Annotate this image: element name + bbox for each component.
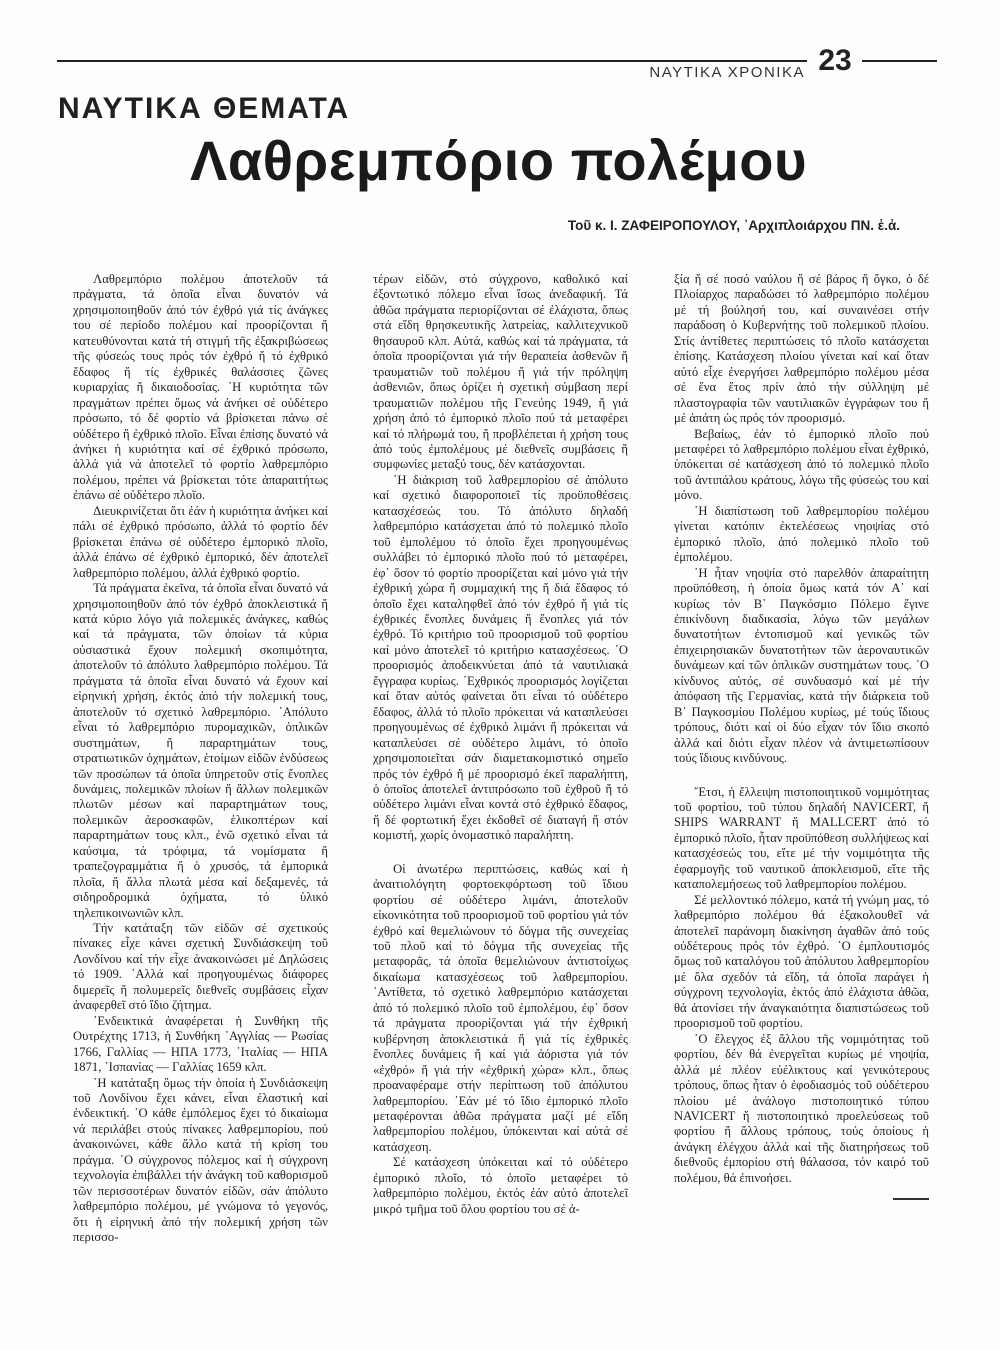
section-heading: ΝΑΥΤΙΚΑ ΘΕΜΑΤΑ — [58, 92, 351, 125]
paragraph: Σέ μελλοντικό πόλεμο, κατά τή γνώμη μας, τό λαθρεμπόριο πολέμου θά ἐξακολουθεῖ νά ἀποτελεῖ παράνομη διακίνηση ἀγαθῶν ἀπό τούς οὐδέτερους πρός τόν ἐχθρό. ᾿Ο ἐμπλουτισμός ὅμως τοῦ καταλόγου τοῦ ἀπόλυτου λαθρεμπορίου μέ ὅλα σχεδόν τά εἴδη, τά ὁποῖα παράγει ἡ σύγχρονη τεχνολογία, ἐκτός ἀπό ἐλάχιστα ἀθῶα, θά ἀτονίσει τήν ἀναγκαιότητα διαπιστώσεως τοῦ προορισμοῦ τοῦ φορτίου. — [674, 892, 929, 1031]
paragraph: ῎Ετσι, ἡ ἔλλειψη πιστοποιητικοῦ νομιμότητας τοῦ φορτίου, τοῦ τύπου δηλαδή NAVICERT, ἤ SHIPS WARRANT ἤ MALLCERT ἀπό τό ἐμπορικό πλοῖο, ἦταν προϋπόθεση συλλήψεως καί κατασχέσεώς του, εἴτε μέ τήν νομιμότητα τῆς ἐφαρμογῆς τοῦ ναυτικοῦ ἀποκλεισμοῦ, εἴτε τῆς καταπολεμήσεως τοῦ λαθρεμπορίου πολέμου. — [674, 784, 929, 892]
paragraph: ᾿Ο ἔλεγχος ἐξ ἄλλου τῆς νομιμότητας τοῦ φορτίου, δέν θά ἐνεργεῖται κυρίως μέ νηοψία, ἀλλά μέ πλέον εὐέλικτους καί γενικότερους τρόπους, ὅπως ἦταν ὁ ἐφοδιασμός τοῦ οὐδέτερου πλοίου μέ ἀνάλογο πιστοποιητικό τύπου NAVICERT ἤ πιστοποιητικό προελεύσεως τοῦ φορτίου ἤ ἄλλους τρόπους, τούς ὁποίους ἡ ἀνάγκη ἐλέγχου ἀλλά καί τῆς διατηρήσεως τοῦ διεθνοῦς ἐμπορίου στή θάλασσα, τόν καιρό τοῦ πολέμου, θά ἐπινοήσει. — [674, 1031, 929, 1185]
text-column-1 — [73, 272, 328, 1246]
paragraph: ξία ἤ σέ ποσό ναύλου ἤ σέ βάρος ἤ ὄγκο, ὁ δέ Πλοίαρχος παραδώσει τό λαθρεμπόριο πολέμου μέ τή βούλησή του, καί συναινέσει στήν παράδοση ὁ Κυβερνήτης τοῦ πολεμικοῦ πλοίου. Στίς ἀντίθετες περιπτώσεις τό πλοῖο κατάσχεται ἐπίσης. Κατάσχεση πλοίου γίνεται καί καί ὅταν αὐτό εἶχε ἐνεργήσει λαθρεμπόριο πολέμου μέσα σέ ἕνα ἔτος πρίν ἀπό τήν σύλληψη μέ πλαστογραφία τῶν ναυτιλιακῶν ἐγγράφων του ἤ μέ ἀπάτη ὡς πρός τόν προορισμό. — [674, 272, 929, 426]
paragraph: Διευκρινίζεται ὅτι ἐάν ἡ κυριότητα ἀνήκει καί πάλι σέ ἐχθρικό πρόσωπο, ἀλλά τό φορτίο δέν βρίσκεται ἐπάνω σέ οὐδέτερο ἐμπορικό πλοῖο, ἀλλά ἐπάνω σέ ἐχθρικό ἐμπορικό, δέν ἀποτελεῖ λαθρεμπόριο πολέμου, ἀλλά ἐχθρικό φορτίο. — [73, 503, 328, 580]
paragraph: ῾Η διάκριση τοῦ λαθρεμπορίου σέ ἀπόλυτο καί σχετικό διαφοροποιεῖ τίς προϋποθέσεις κατασχέσεώς του. Τό ἀπόλυτο δηλαδή λαθρεμπόριο κατάσχεται ἀπό τό πολεμικό πλοῖο τοῦ ἐμπολέμου τό ὁποῖο ἔχει προηγουμένως συλλάβει τό ἐμπορικό πλοῖο πού τό μεταφέρει, ἐφ᾿ ὅσον τό φορτίο προορίζεται καί μόνο γιά τήν ἐχθρική χώρα ἤ συμμαχική της ἤ διά ἔδαφος τό ὁποῖο ἔχει καταληφθεῖ ἀπό τόν ἐχθρό ἤ γιά τίς ἐχθρικές ἔνοπλες δυνάμεις ἤ ἔνοπλες γιά τόν ἐχθρό. Τό κριτήριο τοῦ προορισμοῦ τοῦ φορτίου καί μόνο ἀποτελεῖ τό κριτήριο κατασχέσεως. ᾿Ο προορισμός ἀποδεικνύεται ἀπό τά ναυτιλιακά ἔγγραφα κυρίως. ᾿Εχθρικός προορισμός λογίζεται καί ὅταν αὐτός φαίνεται ὅτι εἶναι τό οὐδέτερο ἔδαφος, ἀλλά τό πλοῖο πρόκειται νά καταπλεύσει προηγουμένως σέ ἐχθρικό λιμάνι ἤ πρόκειται νά καταπλεύσει σέ οὐδέτερο λιμάνι, τό ὁποῖο χρησιμοποιεῖται σάν διαμετακομιστικό σημεῖο πρός τόν ἐχθρό ἤ μέ προορισμό ἐκεῖ παραλήπτη, ὁ ὁποῖος ἀποτελεῖ ἀντιπρόσωπο τοῦ ἐχθροῦ ἤ τό οὐδέτερο λιμάνι εἶναι κοντά στό ἐχθρικό ἔδαφος, ἤ δέ φορτωτική ἔχει ἐκδοθεῖ σέ διαταγή ἤ στόν κομιστή, χωρίς ὀνομαστικό παραλήπτη. — [373, 472, 628, 843]
article-end-mark — [893, 1198, 929, 1200]
running-title: ΝΑΥΤΙΚΑ ΧΡΟΝΙΚΑ — [649, 64, 805, 81]
page-number: 23 — [818, 44, 852, 77]
paragraph: Τά πράγματα ἐκεῖνα, τά ὁποῖα εἶναι δυνατό νά χρησιμοποιηθοῦν ἀπό τόν ἐχθρό ἀποκλειστικά ἤ κατά κύριο λόγο γιά πολεμικές ἀνάγκες, καθώς καί τά πράγματα, τῶν ὁποίων τά κύρια οὐσιαστικά ἔχουν πολεμική σκοπιμότητα, ἀποτελοῦν τό ἀπόλυτο λαθρεμπόριο πολέμου. Τά πράγματα τά ὁποῖα εἶναι δυνατό νά ἔχουν καί εἰρηνική χρήση, ἐκτός ἀπό τήν πολεμική τους, ἀποτελοῦν τό σχετικό λαθρεμπόριο. ᾿Απόλυτο εἶναι τό λαθρεμπόριο πυρομαχικῶν, ὁπλικῶν συστημάτων, ἤ παραρτημάτων τους, στρατιωτικῶν ὀχημάτων, ἑτοίμων εἰδῶν ἐνδύσεως τῶν προσώπων τά ὁποῖα ὑπηρετοῦν στίς ἔνοπλες δυνάμεις, πολεμικῶν πλοίων ἤ ἄλλων πολεμικῶν πλωτῶν μέσων καί παραρτημάτων τους, πολεμικῶν ἀεροσκαφῶν, ἑλικοπτέρων καί παραρτημάτων τους κλπ., ἐνῶ σχετικό εἶναι τά καύσιμα, τά τρόφιμα, τά νομίσματα ἤ τραπεζογραμμάτια ἤ ὁ χρυσός, τά ἐμπορικά πλοῖα, ἤ ἄλλα πλωτά μέσα καί δεξαμενές, τά σιδηροδρομικά ὀχήματα, τό ὑλικό τηλεπικοινωνιῶν κλπ. — [73, 581, 328, 920]
paragraph: Οἱ ἀνωτέρω περιπτώσεις, καθώς καί ἡ ἀναιτιολόγητη φορτοεκφόρτωση τοῦ ἴδιου φορτίου σέ οὐδέτερο λιμάνι, ἀποτελοῦν εἰκονικότητα τοῦ προορισμοῦ τοῦ φορτίου γιά τόν ἐχθρό καί θεμελιώνουν τό δόγμα τῆς συνεχείας τοῦ πλοῦ καί τό δόγμα τῆς συνεχείας τῆς μεταφορᾶς, τά ὁποῖα θεμελιώνουν ἀντιστοίχως δικαίωμα κατασχέσεως τοῦ λαθρεμπορίου. ᾿Αντίθετα, τό σχετικό λαθρεμπόριο κατάσχεται ἀπό τό πολεμικό πλοῖο τοῦ ἐμπολέμου, ἐφ᾿ ὅσον τά πράγματα προορίζονται γιά τήν ἐχθρική κυβέρνηση ἀποκλειστικά ἤ γιά τίς ἐχθρικές ἔνοπλες δυνάμεις ἤ καί γιά ἀόριστα γιά τόν «ἐχθρό» ἤ γιά τήν «ἐχθρική χώρα» κλπ., ὅπως προαναφέραμε στήν περίπτωση τοῦ ἀπόλυτου λαθρεμπορίου. ᾿Εάν μέ τό ἴδιο ἐμπορικό πλοῖο μεταφέρονται ἀθῶα πράγματα μαζί μέ εἴδη λαθρεμπορίου πολέμου, ὑπόκεινται καί αὐτά σέ κατάσχεση. — [373, 861, 628, 1154]
article-byline: Τοῦ κ. Ι. ΖΑΦΕΙΡΟΠΟΥΛΟΥ, ᾿Αρχιπλοιάρχου ΠΝ. ἐ.ἀ. — [567, 218, 900, 233]
paragraph: Τήν κατάταξη τῶν εἰδῶν σέ σχετικούς πίνακες εἶχε κάνει σχετική Συνδιάσκεψη τοῦ Λονδίνου καί τήν εἶχε ἀνακοινώσει μέ Δηλώσεις τό 1909. ᾿Αλλά καί προηγουμένως διάφορες διμερεῖς ἤ πολυμερεῖς διεθνεῖς συμβάσεις εἶχαν ἀναφερθεῖ στό ἴδιο ζήτημα. — [73, 921, 328, 1013]
text-column-2 — [373, 272, 628, 1217]
paragraph: ῾Η διαπίστωση τοῦ λαθρεμπορίου πολέμου γίνεται κατόπιν ἐκτελέσεως νηοψίας στό ἐμπορικό πλοῖο, ἀπό πολεμικό πλοῖο τοῦ ἐμπολέμου. — [674, 503, 929, 565]
paragraph: ῾Η ἦταν νηοψία στό παρελθόν ἀπαραίτητη προϋπόθεση, ἡ ὁποία ὅμως κατά τόν Α᾿ καί κυρίως τόν Β᾿ Παγκόσμιο Πόλεμο ἔγινε ἐπικίνδυνη διαδικασία, λόγω τῶν μεγάλων δυνατοτήτων ἐντοπισμοῦ καί γενικῶς τῶν ἐπιχειρησιακῶν δυνατοτήτων τῶν ἀεροναυτικῶν δυνάμεων καί τῶν ὁπλικῶν συστημάτων τους. ᾿Ο κίνδυνος αὐτός, σέ συνδυασμό καί μέ τήν ἀπόφαση τῆς Γερμανίας, κατά τήν διάρκεια τοῦ Β᾿ Παγκοσμίου Πολέμου κυρίως, μέ τούς ἴδιους τρόπους, διότι καί οἱ δύο εἶχαν τόν ἴδιο σκοπό ἀλλά καί διότι εἶχαν πλέον νά ἀντιμετωπίσουν τούς ἴδιους κινδύνους. — [674, 565, 929, 766]
paragraph: τέρων εἰδῶν, στό σύγχρονο, καθολικό καί ἐξοντωτικό πόλεμο εἶναι ἴσως ἀνεδαφική. Τά ἀθῶα πράγματα περιορίζονται σέ ἐλάχιστα, ὅπως στά εἴδη θρησκευτικῆς λατρείας, καλλιτεχνικοῦ θησαυροῦ κλπ. Αὐτά, καθώς καί τά πράγματα, τά ὁποῖα προορίζονται γιά τήν θεραπεία ἀσθενῶν ἤ τραυματιῶν τοῦ πολέμου ἤ γιά τήν πρόληψη ἀσθενιῶν, ὅπως ὁρίζει ἡ σχετική σύμβαση περί τραυματιῶν πολέμου τῆς Γενεύης 1949, ἤ γιά χρήση ἀπό τό ἐμπορικό πλοῖο πού τά μεταφέρει καί τό πλήρωμά του, ἤ προβλέπεται ἡ χρήση τους ἀπό τούς ἐμπολέμους μέ διεθνεῖς συμβάσεις ἤ συμφωνίες μεταξύ τους, δέν κατάσχονται. — [373, 272, 628, 472]
paragraph: Λαθρεμπόριο πολέμου ἀποτελοῦν τά πράγματα, τά ὁποῖα εἶναι δυνατόν νά χρησιμοποιηθοῦν ἀπό τόν ἐχθρό γιά τίς ἀνάγκες του σέ περίοδο πολέμου καί προορίζονται ἤ κατευθύνονται κατά τή στιγμή τῆς ἐξακριβώσεως τῆς φύσεώς τους πρός τόν ἐχθρό ἤ τό ἐχθρικό ἔδαφος ἤ τίς ἐχθρικές θαλάσσιες ζῶνες κυριαρχίας ἤ δικαιοδοσίας. ῾Η κυριότητα τῶν πραγμάτων πρέπει ὅμως νά ἀνήκει σέ οὐδέτερο πρόσωπο, τό δέ φορτίο νά βρίσκεται πάνω σέ οὐδέτερο ἤ ἐχθρικό πλοῖο. Εἶναι ἐπίσης δυνατό νά ἀνήκει ἡ κυριότητα καί σέ ἐχθρικό πρόσωπο, ἀλλά γιά νά ἀποτελεῖ τό φορτίο λαθρεμπόριο πολέμου, πρέπει νά βρίσκεται τότε ἀπαραιτήτως ἐπάνω σέ οὐδέτερο πλοῖο. — [73, 272, 328, 503]
header-rule-right — [862, 60, 937, 62]
text-column-3 — [674, 272, 929, 1200]
paragraph: ᾿Ενδεικτικά ἀναφέρεται ἡ Συνθήκη τῆς Ουτρέχτης 1713, ἡ Συνθήκη ᾿Αγγλίας — Ρωσίας 1766, Γαλλίας — ΗΠΑ 1773, ᾿Ιταλίας — ΗΠΑ 1871, ᾿Ισπανίας — Γαλλίας 1659 κλπ. — [73, 1013, 328, 1075]
header-rule-left — [57, 60, 807, 62]
article-title: Λαθρεμπόριο πολέμου — [190, 129, 808, 192]
paragraph: Βεβαίως, ἐάν τό ἐμπορικό πλοῖο πού μεταφέρει τό λαθρεμπόριο πολέμου εἶναι ἐχθρικό, ὑπόκειται σέ κατάσχεση ἀπό τό πολεμικό πλοῖο τοῦ ἀντιπάλου κράτους, λόγω τῆς φύσεώς του καί μόνο. — [674, 426, 929, 503]
paragraph: ῾Η κατάταξη ὅμως τήν ὁποία ἡ Συνδιάσκεψη τοῦ Λονδίνου ἔχει κάνει, εἶναι ἐλαστική καί ἐνδεικτική. ᾿Ο κάθε ἐμπόλεμος ἔχει τό δικαίωμα νά περιλάβει στούς πίνακες λαθρεμπορίου, πού ἀνακοινώνει, κάθε ἄλλο κατά τή κρίση του πράγμα. ᾿Ο σύγχρονος πόλεμος καί ἡ σύγχρονη τεχνολογία ἐπιβάλλει τήν ἀνάγκη τοῦ καθορισμοῦ τῶν περισσοτέρων δυνατόν εἰδῶν, σάν ἀπόλυτο λαθρεμπόριο πολέμου, μέ γνώμονα τό γεγονός, ὅτι ἡ εἰρηνική ἀπό τήν πολεμική χρήση τῶν περισσο- — [73, 1075, 328, 1245]
paragraph: Σέ κατάσχεση ὑπόκειται καί τό οὐδέτερο ἐμπορικό πλοῖο, τό ὁποῖο μεταφέρει τό λαθρεμπόριο πολέμου, ἐκτός ἐάν αὐτό ἀποτελεῖ μικρό τμῆμα τοῦ ὅλου φορτίου του σέ ἀ- — [373, 1155, 628, 1216]
